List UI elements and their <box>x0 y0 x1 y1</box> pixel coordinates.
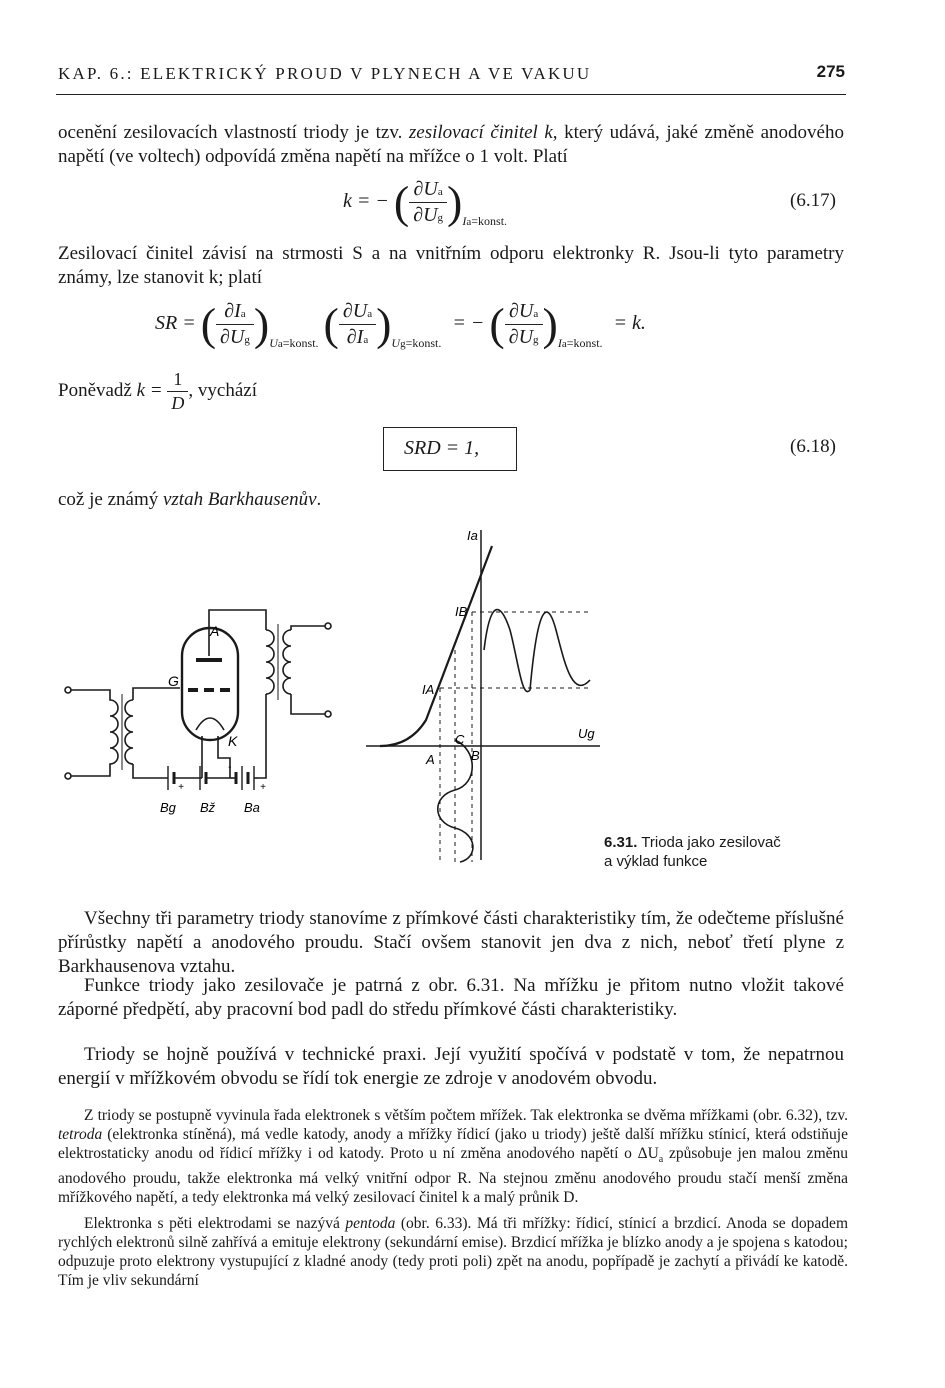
equation-6-17: k = − ( $\frac{\partial Ua}{\partial Ug}$ )$_{Ia=konst.}$ <box>343 176 508 229</box>
anode-return-wire <box>258 694 266 778</box>
small1-c: způsobuje jen malou změnu anodového proudu, takže elektronka má velký vnitřní odpor R. Na stejnou změnu anodového proudu stačí menší změna mřížkového napětí, a tedy elektronka má velký zesilovací činitel k a malý průnik D. <box>58 1145 849 1207</box>
figure-caption <box>604 833 781 871</box>
small-paragraph-1 <box>58 1106 848 1207</box>
eq618-number: (6.18) <box>790 436 836 457</box>
label-bz: Bž <box>200 800 216 815</box>
label-point-a: A <box>426 752 435 767</box>
eqsr-f3-num: ∂U <box>509 300 534 322</box>
eq617-num-sub: a <box>437 186 443 198</box>
eqsr-mid: = − <box>452 312 485 335</box>
eq617-cond-sub: a <box>466 216 472 229</box>
eqsr-f2-cond: U <box>391 336 401 351</box>
output-wire-top <box>291 626 325 630</box>
small1-b: (elektronka stíněná), má vedle katody, anody a mřížky řídicí (jako u triody) ještě další mřížku stínicí, která odstiňuje elektrostaticky anodu od řídicí mřížky i od katody. Proto u ní změna anodového napětí o ΔU <box>58 1126 848 1162</box>
eqsr-f2-den: ∂I <box>346 326 364 348</box>
label-ib: IB <box>455 604 468 619</box>
eq617-cond-rest: =konst. <box>471 214 508 229</box>
cathode-filament <box>196 718 224 730</box>
eqsr-f1-den: ∂U <box>220 326 245 348</box>
equation-sr: SR = ( $\frac{\partial Ia}{\partial Ug}$ )$_{Ua=konst.}$ ( $\frac{\partial Ua}{\partial Ia}$ )$_{Ug=konst.}$ = − ( $\frac{\partial Ua}{\partial Ug}$ )$_{Ia=konst.} = k$. <box>155 298 646 351</box>
caption-line-2: a výklad funkce <box>604 853 708 870</box>
eq617-den-sub: g <box>437 212 444 224</box>
label-cathode: K <box>228 733 238 749</box>
small-paragraph-2 <box>58 1214 848 1290</box>
eqsr-f3-cond-rest: =konst. <box>566 336 603 351</box>
eqsr-f1-den-sub: g <box>244 334 250 346</box>
label-ia-axis: Ia <box>467 528 478 543</box>
output-primary-coil <box>266 630 274 694</box>
eqsr-f2-cond-rest: =konst. <box>405 336 442 351</box>
barkhausen-term: vztah Barkhausenův <box>162 489 317 510</box>
ponevadz-text: Poněvadž <box>58 379 132 401</box>
equation-6-18: SRD = 1, <box>404 437 480 459</box>
eqsr-f1-cond-rest: =konst. <box>282 336 319 351</box>
eq617-num: ∂U <box>413 178 438 200</box>
paragraph-5: Triody se hojně používá v technické praxi. Její využití spočívá v podstatě v tom, že nepatrnou energií v mřížkovém obvodu se řídí tok energie ze zdroje v anodovém obvodu. <box>58 1044 844 1089</box>
label-point-b: B <box>471 748 480 763</box>
output-terminal-top <box>325 623 331 629</box>
small2-b: (obr. 6.33). Má tři mřížky: řídicí, stínicí a brzdicí. Anoda se dopadem rychlých elektronů silně zahřívá a emituje elektrony (sekundární emise). Brzdicí mřížka je blízko anody a je spojena s katodou; odpuzuje proto elektrony vystupující z kladné anody (tedy proti poli) zpět na anodu, popřípadě je zachytí a přivádí ke katodě. Tím je vliv sekundární <box>58 1215 848 1289</box>
eqsr-f2-cond-sub: g <box>400 338 406 351</box>
small2-term: pentoda <box>345 1215 396 1232</box>
intro-text-a: ocenění zesilovacích vlastností triody je tzv. <box>58 122 409 143</box>
eq617-number: (6.17) <box>790 190 836 211</box>
label-anode: A <box>210 623 220 639</box>
label-ia-point: IA <box>422 682 435 697</box>
eq617-den: ∂U <box>413 204 438 226</box>
eqsr-f3-den: ∂U <box>508 326 534 348</box>
small2-a: Elektronka s pěti elektrodami se nazývá <box>84 1215 346 1232</box>
eqsr-f2-num: ∂U <box>342 300 368 322</box>
eqsr-f1-cond: U <box>269 336 278 351</box>
eqsr-f3-den-sub: g <box>533 334 539 346</box>
paragraph-3: Všechny tři parametry triody stanovíme z přímkové části charakteristiky tím, že odečteme příslušné přírůstky napětí a anodového proudu. Stačí ovšem stanovit jen dva z nich, neboť třetí plyne z Barkhausenova vztahu. <box>58 908 844 977</box>
output-wire-bottom <box>291 694 325 714</box>
label-grid: G <box>168 673 179 689</box>
small1-sub: a <box>658 1154 664 1166</box>
eqsr-f2-num-sub: a <box>367 308 373 320</box>
paragraph-2: Zesilovací činitel závisí na strmosti S a na vnitřním odporu elektronky R. Jsou-li tyto parametry známy, lze stanovit k; platí <box>58 243 844 288</box>
output-terminal-bottom <box>325 711 331 717</box>
input-primary-coil <box>71 690 118 776</box>
ponevadz-num: 1 <box>167 369 188 392</box>
tube-envelope <box>182 628 238 740</box>
running-header: KAP. 6.: ELEKTRICKÝ PROUD V PLYNECH A VE VAKUU <box>58 64 592 83</box>
output-wave <box>484 610 590 692</box>
label-ug-axis: Ug <box>578 726 595 741</box>
eq617-cond: I <box>462 214 467 229</box>
intro-term: zesilovací činitel k <box>408 122 553 143</box>
eqsr-f1-num-sub: a <box>240 308 246 320</box>
eqsr-f1-num: ∂I <box>224 300 241 322</box>
eqsr-lhs: SR = <box>155 312 196 335</box>
small1-term: tetroda <box>58 1126 103 1143</box>
caption-number: 6.31. <box>604 834 638 851</box>
ponevadz-k: k = <box>136 379 163 401</box>
grid-bias-wire <box>133 764 150 778</box>
barkhausen-after: . <box>316 489 322 510</box>
eqsr-f1-cond-sub: a <box>277 338 283 351</box>
paragraph-4: Funkce triody jako zesilovače je patrná z obr. 6.31. Na mřížku je přitom nutno vložit takové záporné předpětí, aby pracovní bod padl do středu přímkové části charakteristiky. <box>58 975 844 1020</box>
label-ba: Ba <box>244 800 260 815</box>
label-minus-1: - <box>228 762 232 773</box>
input-terminal-bottom <box>65 773 71 779</box>
eqsr-f3-cond: I <box>557 336 562 351</box>
label-plus-2: + <box>260 782 266 793</box>
input-terminal-top <box>65 687 71 693</box>
eq617-lhs: k = − <box>343 190 389 213</box>
intro-text-b: , který udává, jaké změně anodového napětí (ve voltech) odpovídá změna napětí na mřížce o 1 volt. Platí <box>58 122 844 167</box>
ponevadz-after: , vychází <box>188 379 257 401</box>
barkhausen-before: což je známý <box>58 489 163 510</box>
grid-wire <box>133 688 180 700</box>
small1-a: Z triody se postupně vyvinula řada elektronek s větším počtem mřížek. Tak elektronka se dvěma mřížkami (obr. 6.32), tzv. <box>84 1107 848 1124</box>
label-bg: Bg <box>160 800 176 815</box>
eqsr-f3-num-sub: a <box>533 308 539 320</box>
label-plus-1: + <box>178 782 184 793</box>
eqsr-f2-den-sub: a <box>363 334 369 346</box>
input-secondary-coil <box>125 700 133 764</box>
ponevadz-den: D <box>171 393 185 413</box>
eqsr-f3-cond-sub: a <box>561 338 567 351</box>
caption-line-1: Trioda jako zesilovač <box>641 834 781 851</box>
label-point-c: C <box>455 732 465 747</box>
eqsr-rhs: = k. <box>613 312 646 335</box>
output-secondary-coil <box>283 630 291 694</box>
page-number: 275 <box>816 62 845 81</box>
characteristic-curve <box>380 546 492 746</box>
